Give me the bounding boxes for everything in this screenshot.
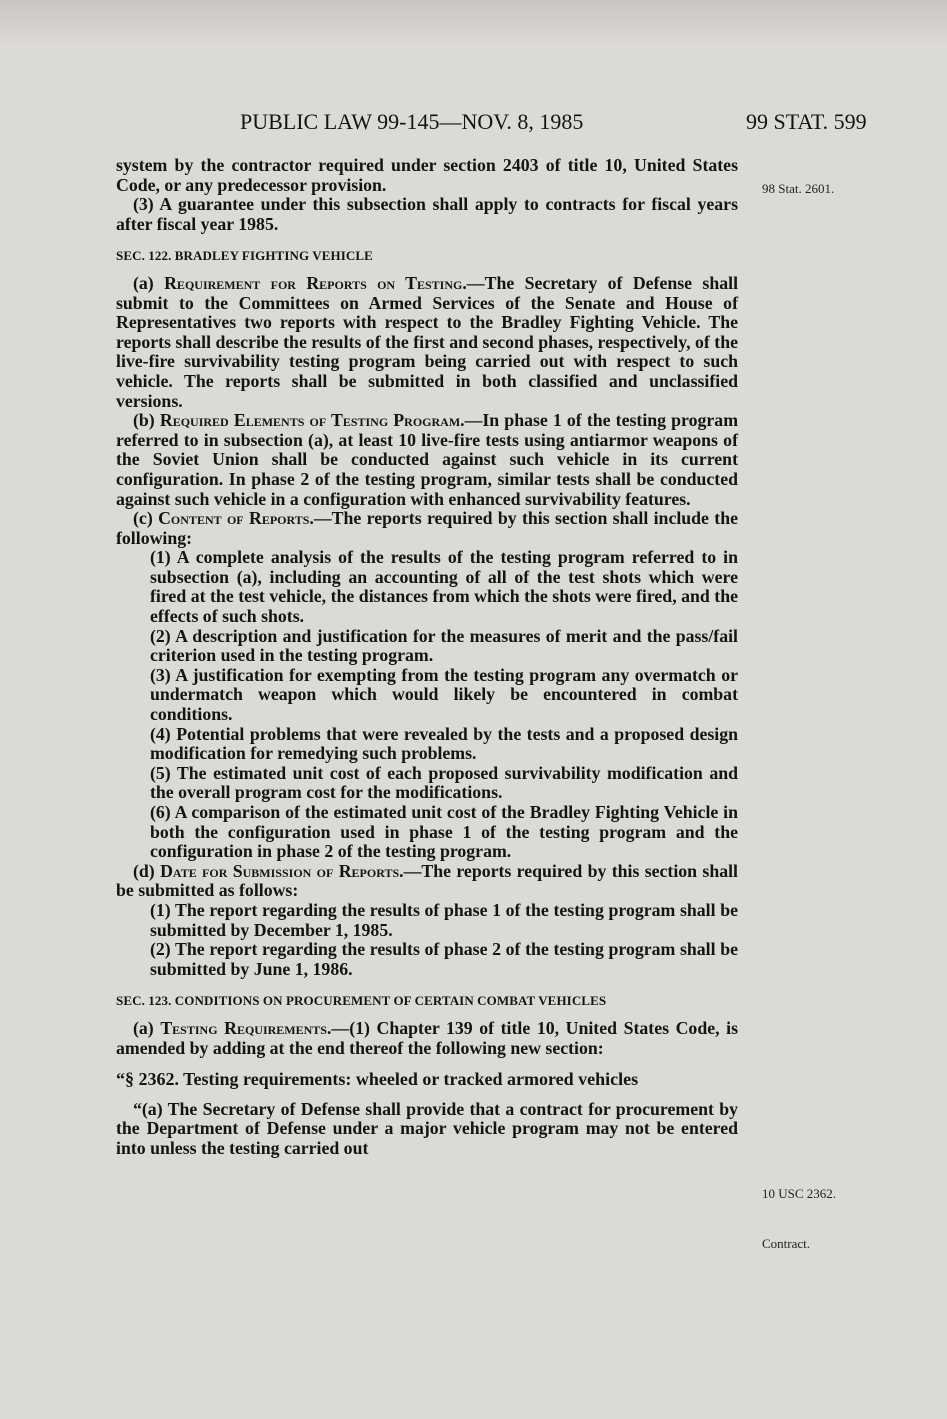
margin-note-usc: 10 USC 2362. [762,1186,837,1201]
list-item-c4: (4) Potential problems that were revealed by the tests and a proposed design modification for remedying such problems. [150,723,738,764]
subsection-c-title: Content of Reports. [158,508,314,529]
list-item-d1: (1) The report regarding the results of phase 1 of the testing program shall be submitted by December 1, 1985. [150,899,738,940]
list-item-c6: (6) A comparison of the estimated unit cost of the Bradley Fighting Vehicle in both the configuration used in phase 1 of the testing program and the configuration in phase 2 of the testing program. [150,802,738,862]
subsection-a-label: (a) [133,272,165,293]
list-item-c2: (2) A description and justification for the measures of merit and the pass/fail criterion used in the testing program. [150,625,738,666]
stat-page-number: 99 STAT. 599 [746,109,867,134]
list-item-c5: (5) The estimated unit cost of each proposed survivability modification and the overall program cost for the modifications. [150,762,738,803]
margin-note-contract: Contract. [762,1236,811,1251]
subsection-d-title: Date for Submission of Reports. [160,860,404,881]
scan-shadow [0,0,947,46]
paragraph-continued: system by the contractor required under section 2403 of title 10, United States Code, or any predecessor provision. [116,155,738,195]
subsection-a-title: Requirement for Reports on Testing. [164,272,467,293]
list-item-d2: (2) The report regarding the results of phase 2 of the testing program shall be submitted by June 1, 1986. [150,939,738,979]
list-item-c3: (3) A justification for exempting from the testing program any overmatch or undermatch weapon which would likely be encountered in combat conditions. [150,664,738,725]
subsection-b-text: —In phase 1 of the testing program referred to in subsection (a), at least 10 live-fire tests using antiarmor weapons of the Soviet Union shall be conducted against such vehicle in its current configuration. In phase 2 of the testing program, similar tests shall be conducted against such vehicle in a configuration with enhanced survivability features. [116,410,739,509]
subsection-d-text: —The reports required by this section shall be submitted as follows: [116,860,738,901]
subsection-d-label: (d) [133,860,161,881]
subsection-123-a-text: —(1) Chapter 139 of title 10, United States Code, is amended by adding at the end thereof the following new section: [116,1017,738,1058]
section-2362-heading: “§ 2362. Testing requirements: wheeled or tracked armored vehicles [116,1069,639,1090]
subsection-b [116,411,738,509]
subsection-d [116,862,738,901]
subsection-c-label: (c) [133,508,159,529]
subsection-c [116,509,738,548]
subsection-b-label: (b) [133,410,160,431]
subsection-a [116,274,738,411]
running-title: PUBLIC LAW 99-145—NOV. 8, 1985 [240,109,584,134]
subsection-b-title: Required Elements of Testing Program. [159,410,465,431]
subsection-123-a [116,1019,738,1058]
list-item-c1: (1) A complete analysis of the results of the testing program referred to in subsection (a), including an accounting of all of the test shots which were fired at the test vehicle, the distances from which the shots were fired, and the effects of such shots. [150,547,738,627]
subsection-123-a-title: Testing Requirements. [160,1017,332,1038]
section-122-heading: SEC. 122. BRADLEY FIGHTING VEHICLE [116,248,373,264]
main-text-column [116,156,738,1159]
subsection-c-text: —The reports required by this section shall include the following: [116,508,739,548]
paragraph-guarantee: (3) A guarantee under this subsection shall apply to contracts for fiscal years after fiscal year 1985. [116,194,738,234]
section-123-heading: SEC. 123. CONDITIONS ON PROCUREMENT OF CERTAIN COMBAT VEHICLES [116,993,607,1009]
page-header [0,109,947,139]
subsection-123-a-label: (a) [133,1017,161,1038]
margin-note-stat: 98 Stat. 2601. [762,181,835,196]
section-2362-paragraph-a: “(a) The Secretary of Defense shall provide that a contract for procurement by the Department of Defense under a major vehicle program may not be entered into unless the testing carried out [116,1098,738,1158]
subsection-a-text: —The Secretary of Defense shall submit to the Committees on Armed Services of the Senate and House of Representatives two reports with respect to the Bradley Fighting Vehicle. The reports shall describe the results of the first and second phases, respectively, of the live-fire survivability testing program being carried out with respect to such vehicle. The reports shall be submitted in both classified and unclassified versions. [116,272,739,411]
